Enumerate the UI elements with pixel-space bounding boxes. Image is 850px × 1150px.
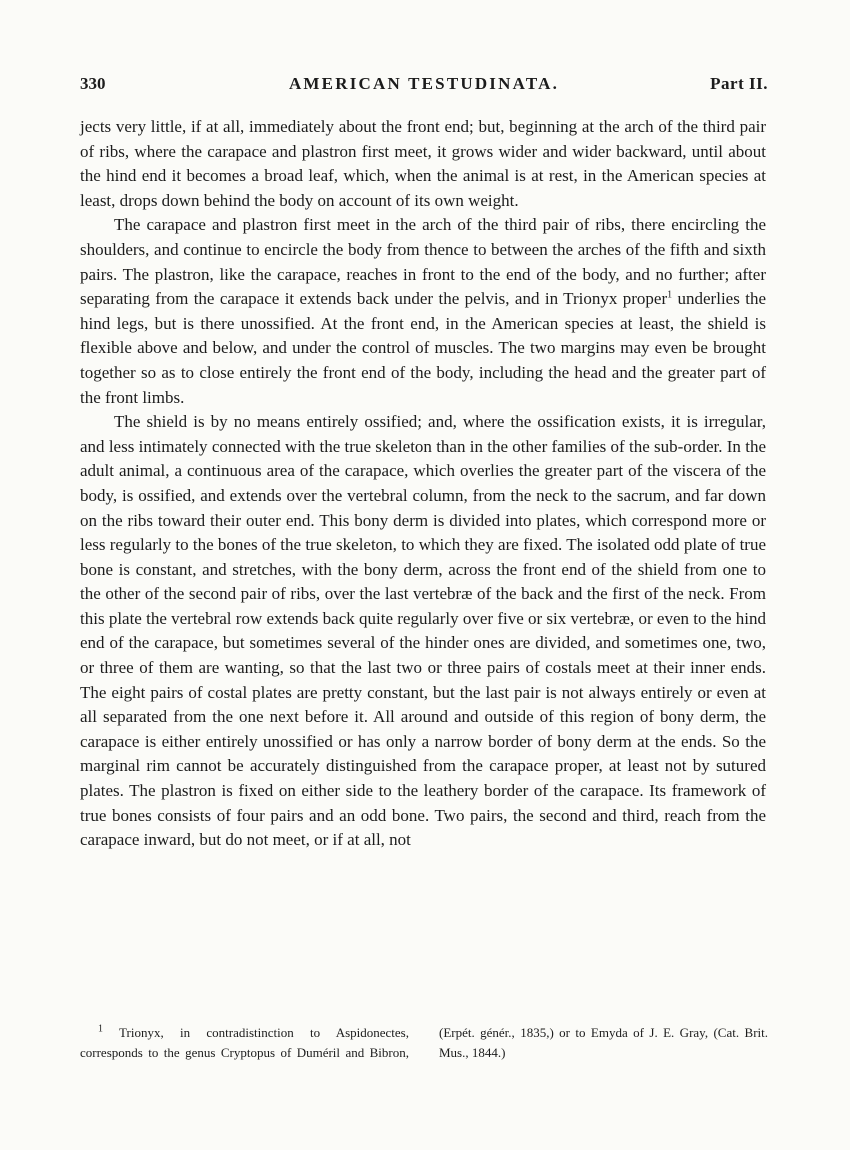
running-title: AMERICAN TESTUDINATA. [288, 74, 560, 93]
footnote-1 [80, 1023, 768, 1063]
running-head [80, 74, 768, 98]
footnote-reference[interactable]: 1 [667, 289, 673, 301]
paragraph-1: jects very little, if at all, immediately about the front end; but, beginning at the arch of the third pair of ribs, where the carapace and plastron first meet, it grows wider and wider backward, until about the hind end it becomes a broad leaf, which, when the animal is at rest, in the American species at least, drops down behind the body on account of its own weight. [80, 117, 766, 210]
footnote-marker: 1 [98, 1023, 103, 1035]
body-text [80, 115, 766, 853]
footnotes [80, 1023, 768, 1063]
part-label: Part II. [710, 74, 768, 93]
paragraph-3: The shield is by no means entirely ossified; and, where the ossification exists, it is irregular, and less intimately connected with the true skeleton than in the other families of the sub-order. In the adult animal, a continuous area of the carapace, which overlies the greater part of the viscera of the body, is ossified, and extends over the vertebral column, from the neck to the sacrum, and far down on the ribs toward their outer end. This bony derm is divided into plates, which correspond more or less regularly to the bones of the true skeleton, to which they are fixed. The isolated odd plate of true bone is constant, and stretches, with the bony derm, across the front end of the shield from one to the other of the second pair of ribs, over the last vertebræ of the back and the first of the neck. From this plate the vertebral row extends back quite regularly over five or six vertebræ, or even to the hind end of the carapace, but sometimes several of the hinder ones are divided, and sometimes one, two, or three of them are wanting, so that the last two or three pairs of costals meet at their inner ends. The eight pairs of costal plates are pretty constant, but the last pair is not always entirely or even at all separated from the one next before it. All around and outside of this region of bony derm, the carapace is either entirely unossified or has only a narrow border of bony derm at the ends. So the marginal rim cannot be accurately distinguished from the carapace proper, at least not by sutured plates. The plastron is fixed on either side to the leathery border of the carapace. Its framework of true bones consists of four pairs and an odd bone. Two pairs, the second and third, reach from the carapace inward, but do not meet, or if at all, not [80, 412, 766, 850]
paragraph-2 [80, 213, 766, 410]
footnote-text: Trionyx, in contradistinction to Aspidonectes, corresponds to the genus Cryptopus of Duméril and Bibron, (Erpét. génér., 1835,) or to Emyda of J. E. Gray, (Cat. Brit. Mus., 1844.) [80, 1025, 768, 1060]
paragraph-2-continuation: underlies the hind legs, but is there unossified. At the front end, in the American species at least, the shield is flexible above and below, and under the control of muscles. The two margins may even be brought together so as to close entirely the front end of the body, including the head and the greater part of the front limbs. [80, 289, 766, 407]
paragraph-2-text: The carapace and plastron first meet in the arch of the third pair of ribs, there encircling the shoulders, and continue to encircle the body from thence to between the arches of the fifth and sixth pairs. The plastron, like the carapace, reaches in front to the end of the body, and no further; after separating from the carapace it extends back under the pelvis, and in Trionyx proper [80, 215, 766, 309]
page-number: 330 [80, 74, 106, 93]
